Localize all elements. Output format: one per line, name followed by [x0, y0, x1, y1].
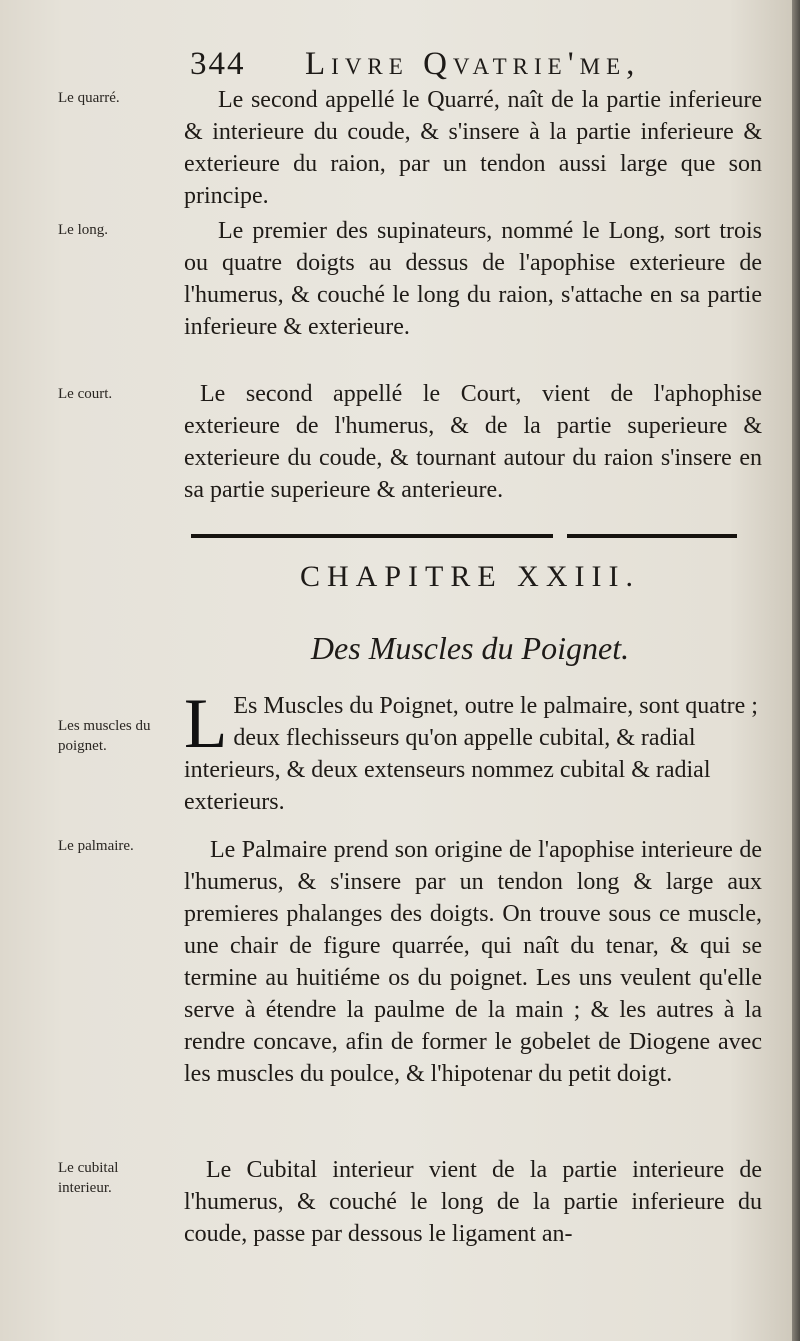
running-header	[190, 46, 750, 88]
page-number: 344	[190, 46, 246, 82]
margin-note-quarre: Le quarré.	[58, 90, 120, 106]
divider-segment-left	[191, 534, 553, 538]
divider-segment-right	[567, 534, 737, 538]
lead-paragraph	[184, 685, 762, 818]
chapter-title: CHAPITRE XXIII.	[300, 560, 640, 593]
drop-cap: L	[184, 685, 228, 763]
margin-note-muscles-poignet: Les muscles du poignet.	[58, 718, 151, 754]
paragraph-long: Le premier des supinateurs, nommé le Long, sort trois ou quatre doigts au dessus de l'apophise exterieure de l'humerus, & couché le long du raion, s'attache en sa partie inferieure & exterieure.	[184, 218, 762, 340]
running-title: Livre Qvatrie'me,	[305, 46, 641, 82]
chapter-subtitle: Des Muscles du Poignet.	[310, 630, 630, 666]
paragraph-quarre: Le second appellé le Quarré, naît de la partie inferieure & interieure du coude, & s'insere à la partie inferieure & exterieure du raion, par un tendon aussi large que son principe.	[184, 87, 762, 209]
margin-note-cubital: Le cubital interieur.	[58, 1160, 119, 1196]
paragraph-court: Le second appellé le Court, vient de l'aphophise exterieure de l'humerus, & de la partie superieure & exterieure du coude, & tournant autour du raion s'insere en sa partie superieure & anterieure.	[184, 381, 762, 503]
lead-paragraph-text: Es Muscles du Poignet, outre le palmaire, sont quatre ; deux flechisseurs qu'on appelle cubital, & radial interieurs, & deux extenseurs nommez cubital & radial exterieurs.	[184, 693, 758, 815]
margin-note-court: Le court.	[58, 386, 113, 402]
margin-note-long: Le long.	[58, 222, 108, 238]
margin-note-palmaire: Le palmaire.	[58, 838, 134, 854]
page-edge-shadow	[792, 0, 800, 1341]
paragraph-palmaire: Le Palmaire prend son origine de l'apophise interieure de l'humerus, & s'insere par un tendon long & large aux premieres phalanges des doigts. On trouve sous ce muscle, une chair de figure quarrée, qui naît du tenar, & qui se termine au huitiéme os du poignet. Les uns veulent qu'elle serve à étendre la paulme de la main ; & les autres à la rendre concave, afin de former le gobelet de Diogene avec les muscles du poulce, & l'hipotenar du petit doigt.	[184, 837, 762, 1087]
paragraph-cubital: Le Cubital interieur vient de la partie interieure de l'humerus, & couché le long de la partie inferieure du coude, passe par dessous le ligament an-	[184, 1157, 762, 1247]
chapter-divider-rule	[191, 534, 737, 540]
